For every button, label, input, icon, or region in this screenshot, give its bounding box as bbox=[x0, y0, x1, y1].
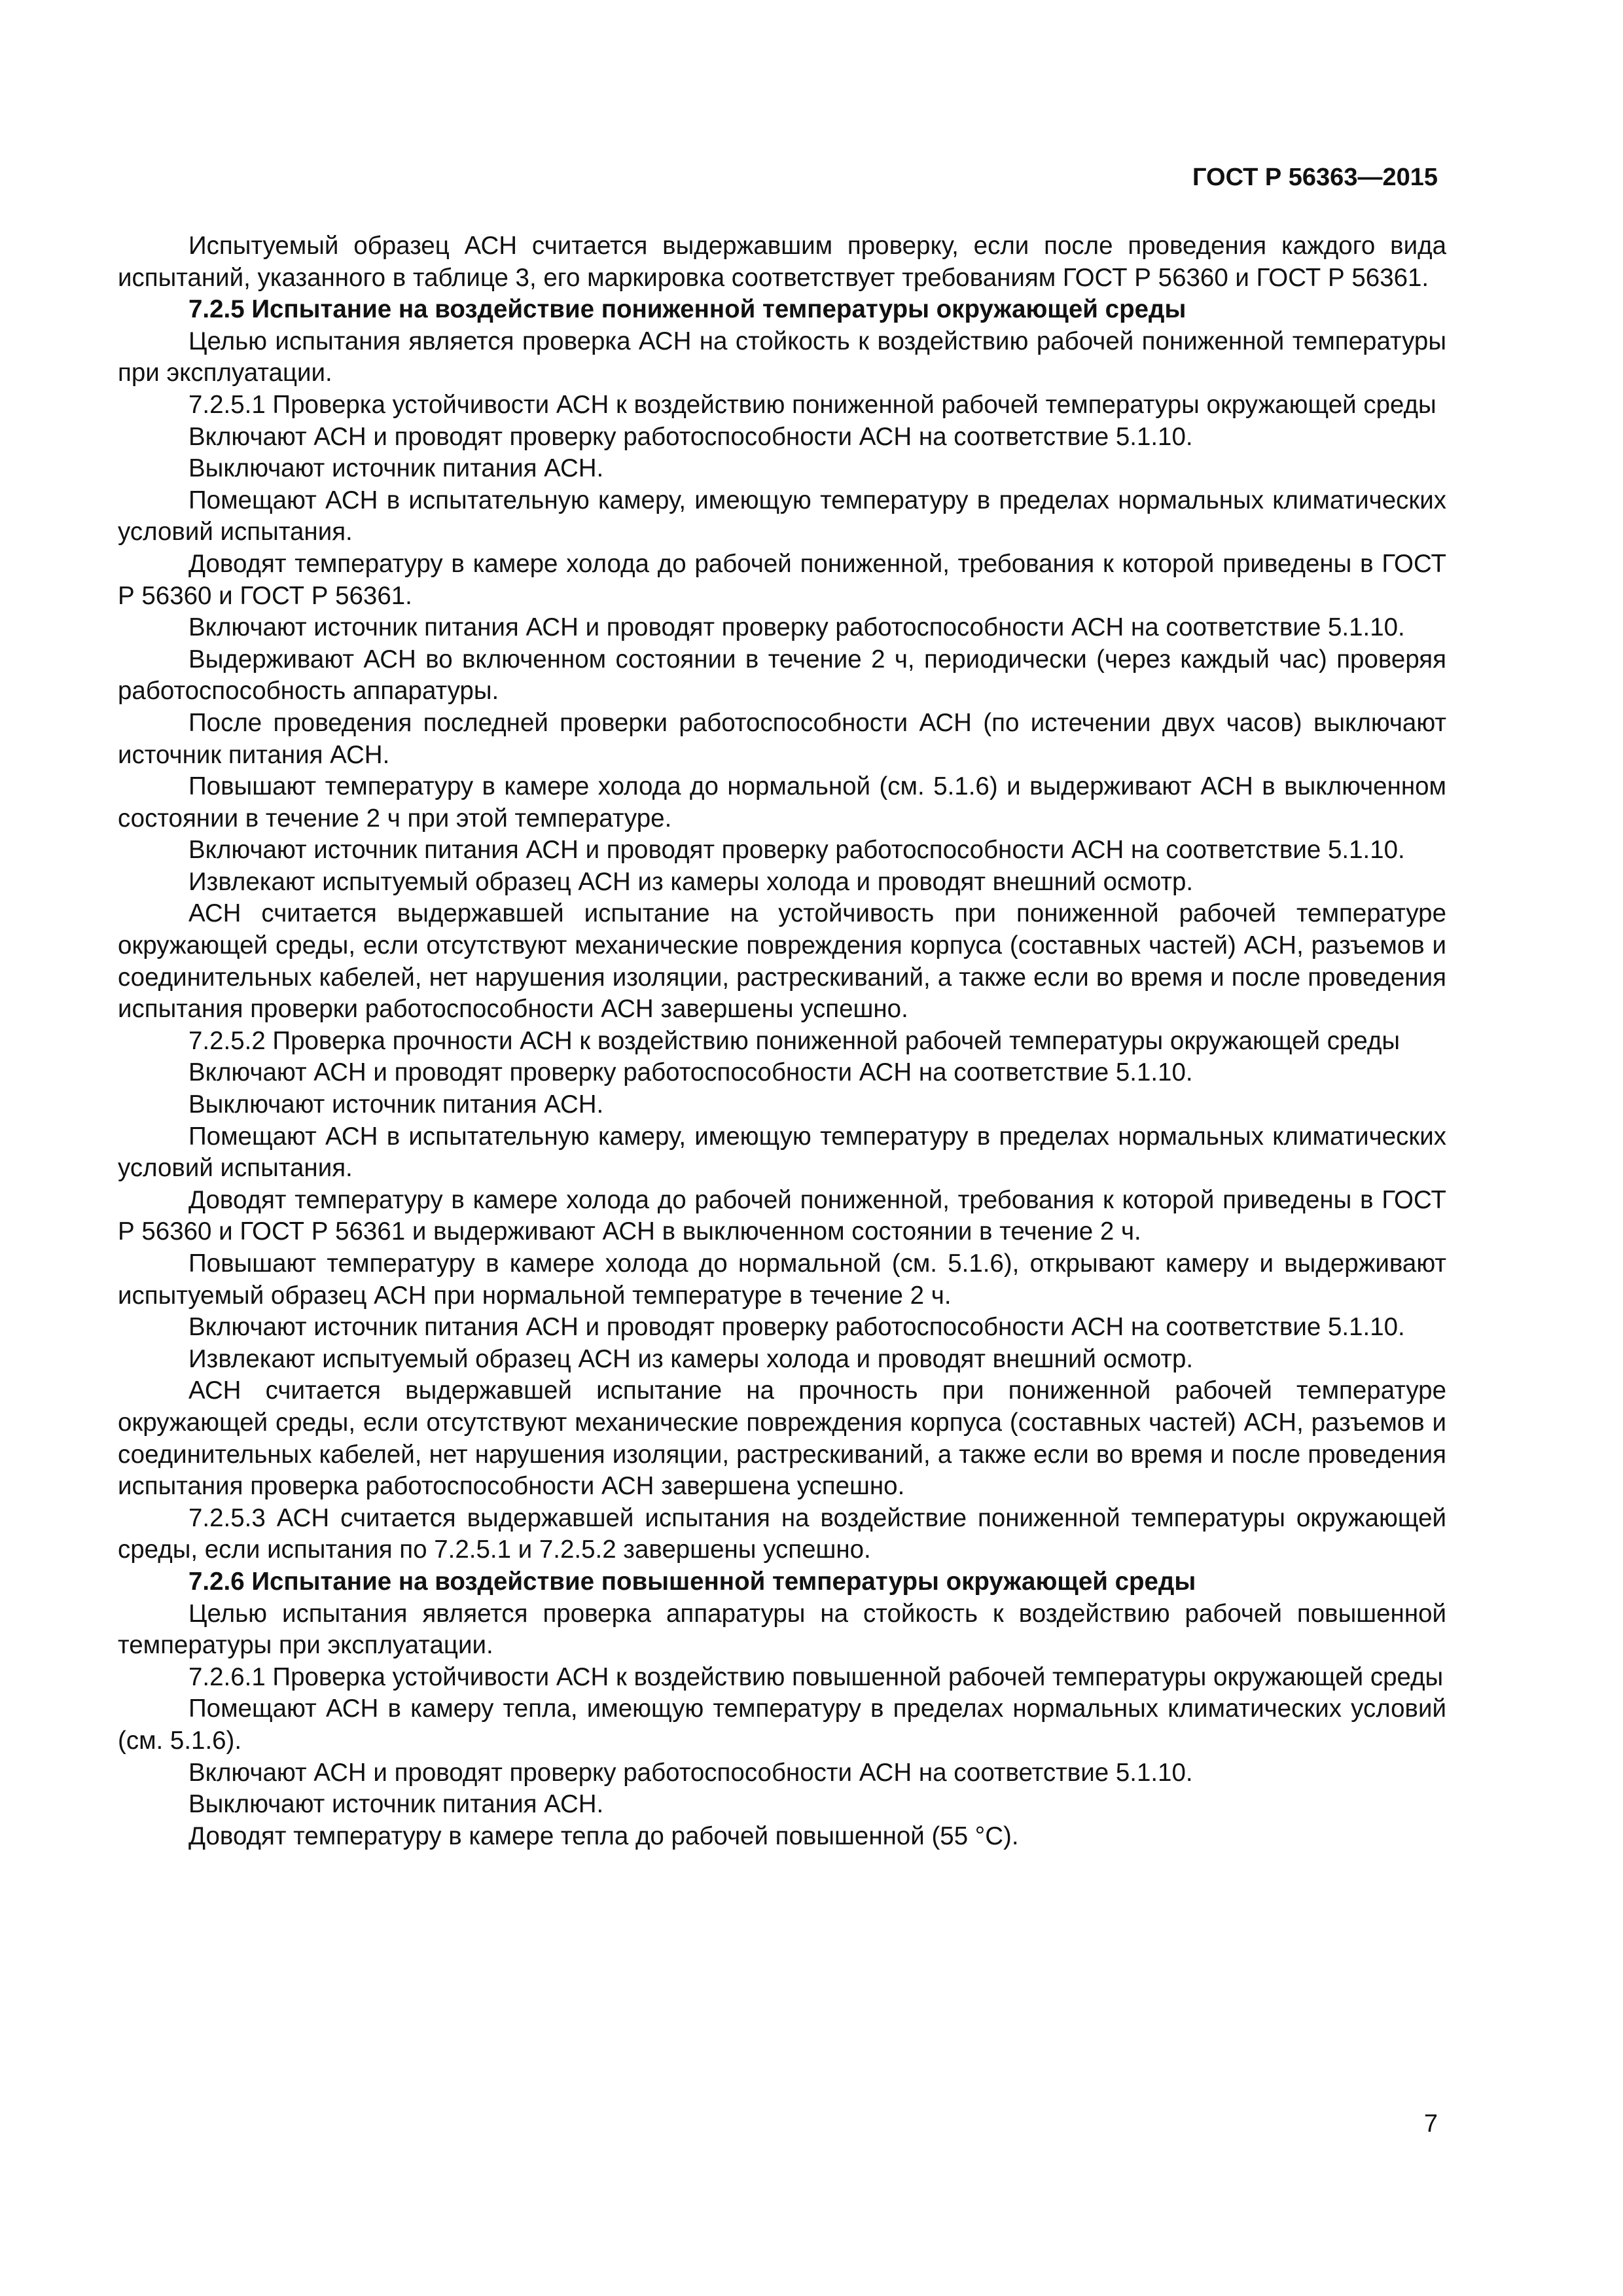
body-paragraph: Включают АСН и проводят проверку работоспособности АСН на соответствие 5.1.10. bbox=[188, 1058, 1193, 1087]
section-heading: 7.2.5 Испытание на воздействие пониженной температуры окружающей среды bbox=[188, 295, 1186, 324]
body-paragraph: Повышают температуру в камере холода до нормальной (см. 5.1.6) и выдерживают АСН в выключенном состоянии в течение 2 ч при этой температуре. bbox=[118, 772, 1446, 833]
document-body bbox=[118, 230, 1446, 1852]
body-paragraph: Выключают источник питания АСН. bbox=[188, 1790, 604, 1819]
body-paragraph: Включают источник питания АСН и проводят проверку работоспособности АСН на соответствие 5.1.10. bbox=[188, 613, 1405, 642]
body-paragraph: 7.2.6.1 Проверка устойчивости АСН к воздействию повышенной рабочей температуры окружающей среды bbox=[188, 1662, 1444, 1691]
body-paragraph: Включают АСН и проводят проверку работоспособности АСН на соответствие 5.1.10. bbox=[188, 1758, 1193, 1787]
body-paragraph: Помещают АСН в камеру тепла, имеющую температуру в пределах нормальных климатических условий (см. 5.1.6). bbox=[118, 1695, 1446, 1755]
body-paragraph: Испытуемый образец АСН считается выдержавшим проверку, если после проведения каждого вида испытаний, указанного в таблице 3, его маркировка соответствует требованиям ГОСТ Р 56360 и ГОСТ Р 56361. bbox=[118, 232, 1446, 292]
page-number: 7 bbox=[1423, 2110, 1438, 2138]
body-paragraph: Включают источник питания АСН и проводят проверку работоспособности АСН на соответствие 5.1.10. bbox=[188, 836, 1405, 865]
body-paragraph: Включают АСН и проводят проверку работоспособности АСН на соответствие 5.1.10. bbox=[188, 422, 1193, 451]
body-paragraph: Целью испытания является проверка АСН на стойкость к воздействию рабочей пониженной температуры при эксплуатации. bbox=[118, 327, 1446, 387]
body-paragraph: Извлекают испытуемый образец АСН из камеры холода и проводят внешний осмотр. bbox=[188, 867, 1194, 896]
document-code-header: ГОСТ Р 56363—2015 bbox=[1192, 164, 1438, 191]
body-paragraph: Выключают источник питания АСН. bbox=[188, 1090, 604, 1119]
body-paragraph: 7.2.5.1 Проверка устойчивости АСН к воздействию пониженной рабочей температуры окружающей среды bbox=[188, 390, 1436, 419]
body-paragraph: Доводят температуру в камере холода до рабочей пониженной, требования к которой приведены в ГОСТ Р 56360 и ГОСТ Р 56361 и выдерживают АСН в выключенном состоянии в течение 2 ч. bbox=[118, 1185, 1446, 1246]
section-heading: 7.2.6 Испытание на воздействие повышенной температуры окружающей среды bbox=[188, 1567, 1196, 1596]
body-paragraph: Включают источник питания АСН и проводят проверку работоспособности АСН на соответствие 5.1.10. bbox=[188, 1313, 1405, 1342]
body-paragraph: 7.2.5.3 АСН считается выдержавшей испытания на воздействие пониженной температуры окружающей среды, если испытания по 7.2.5.1 и 7.2.5.2 завершены успешно. bbox=[118, 1503, 1446, 1564]
body-paragraph: После проведения последней проверки работоспособности АСН (по истечении двух часов) выключают источник питания АСН. bbox=[118, 708, 1446, 769]
body-paragraph: Выдерживают АСН во включенном состоянии в течение 2 ч, периодически (через каждый час) проверяя работоспособность аппаратуры. bbox=[118, 645, 1446, 706]
body-paragraph: 7.2.5.2 Проверка прочности АСН к воздействию пониженной рабочей температуры окружающей среды bbox=[188, 1026, 1400, 1055]
body-paragraph: АСН считается выдержавшей испытание на устойчивость при пониженной рабочей температуре окружающей среды, если отсутствуют механические повреждения корпуса (составных частей) АСН, разъемов и соединительных кабелей, нет нарушения изоляции, растрескиваний, а также если во время и после проведения испытания проверки работоспособности АСН завершены успешно. bbox=[118, 899, 1446, 1024]
body-paragraph: Доводят температуру в камере тепла до рабочей повышенной (55 °С). bbox=[188, 1821, 1019, 1850]
body-paragraph: Целью испытания является проверка аппаратуры на стойкость к воздействию рабочей повышенной температуры при эксплуатации. bbox=[118, 1599, 1446, 1660]
body-paragraph: Извлекают испытуемый образец АСН из камеры холода и проводят внешний осмотр. bbox=[188, 1344, 1194, 1373]
body-paragraph: Доводят температуру в камере холода до рабочей пониженной, требования к которой приведены в ГОСТ Р 56360 и ГОСТ Р 56361. bbox=[118, 549, 1446, 610]
body-paragraph: Повышают температуру в камере холода до нормальной (см. 5.1.6), открывают камеру и выдерживают испытуемый образец АСН при нормальной температуре в течение 2 ч. bbox=[118, 1249, 1446, 1310]
body-paragraph: АСН считается выдержавшей испытание на прочность при пониженной рабочей температуре окружающей среды, если отсутствуют механические повреждения корпуса (составных частей) АСН, разъемов и соединительных кабелей, нет нарушения изоляции, растрескиваний, а также если во время и после проведения испытания проверка работоспособности АСН завершена успешно. bbox=[118, 1376, 1446, 1501]
body-paragraph: Помещают АСН в испытательную камеру, имеющую температуру в пределах нормальных климатических условий испытания. bbox=[118, 1122, 1446, 1183]
body-paragraph: Выключают источник питания АСН. bbox=[188, 454, 604, 483]
body-paragraph: Помещают АСН в испытательную камеру, имеющую температуру в пределах нормальных климатических условий испытания. bbox=[118, 486, 1446, 547]
